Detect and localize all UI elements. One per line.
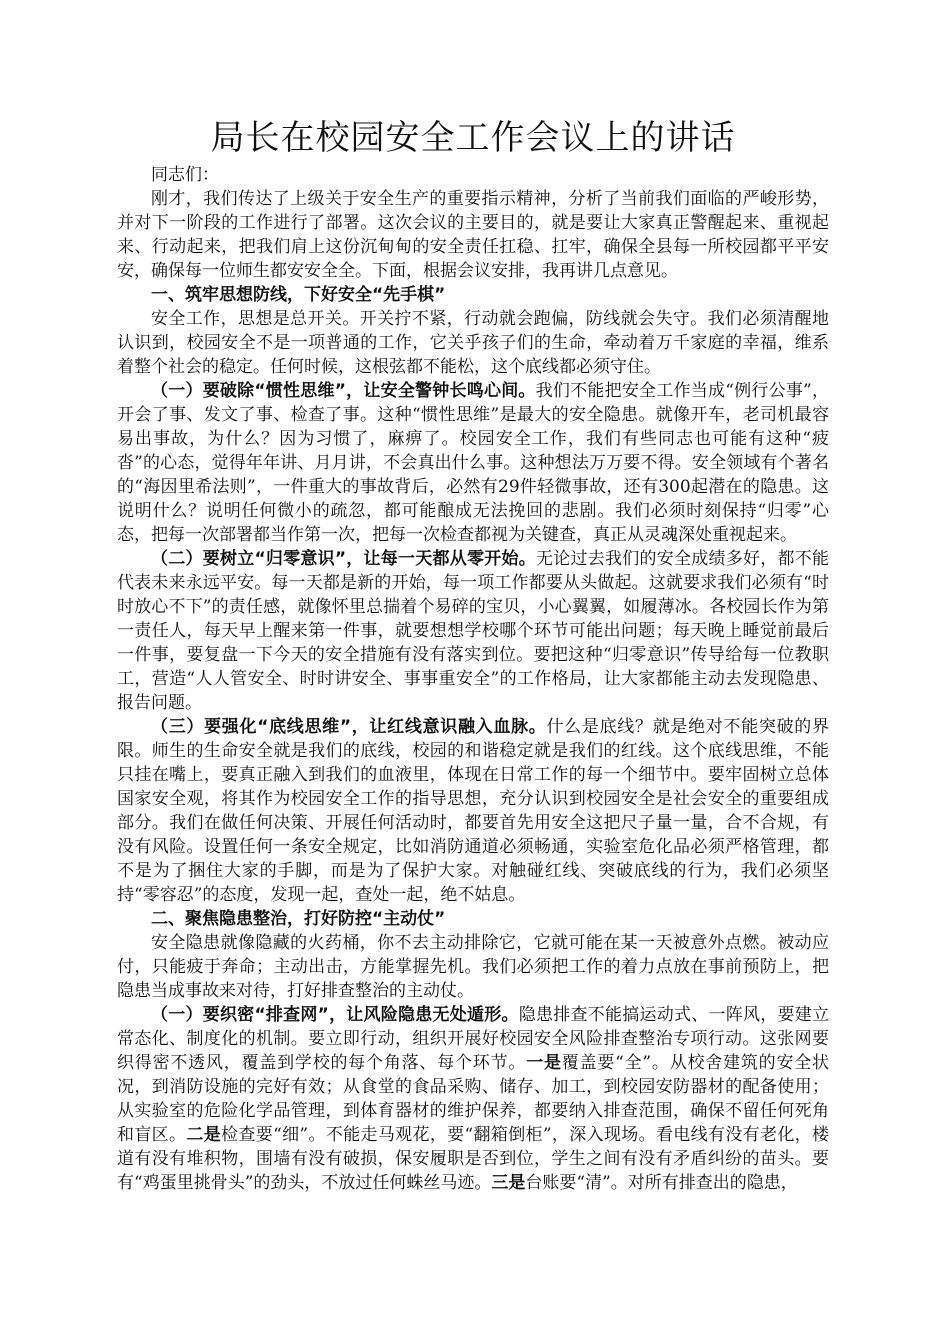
section-1-point-2 (117, 547, 829, 715)
section-1-intro: 安全工作，思想是总开关。开关拧不紧，行动就会跑偏，防线就会失守。我们必须清醒地认识到，校园安全不是一项普通的工作，它关乎孩子们的生命，牵动着万千家庭的幸福，维系着整个社会的稳定。任何时候，这根弦都不能松，这个底线都必须守住。 (117, 309, 829, 377)
point-body: 覆盖要“全”。从校舍建筑的安全状况，到消防设施的完好有效；从食堂的食品采购、储存、加工，到校园安防器材的配备使用；从实验室的危险化学品管理，到体育器材的维护保养，都要纳入排查范围，确保不留任何死角和盲区。 (117, 1053, 830, 1145)
section-2-intro: 安全隐患就像隐藏的火药桶，你不去主动排除它，它就可能在某一天被意外点燃。被动应付，只能疲于奔命；主动出击，方能掌握先机。我们必须把工作的着力点放在事前预防上，把隐患当成事故来对待，打好排查整治的主动仗。 (117, 933, 829, 1001)
section-2-point-1 (117, 1003, 829, 1195)
point-body: 无论过去我们的安全成绩多好，都不能代表未来永远平安。每一天都是新的开始，每一项工作都要从头做起。这就要求我们必须有“时时放心不下”的责任感，就像怀里总揣着个易碎的宝贝，小心翼翼，如履薄冰。各校园长作为第一责任人，每天早上醒来第一件事，就要想想学校哪个环节可能出问题；每天晚上睡觉前最后一件事，要复盘一下今天的安全措施有没有落实到位。要把这种“归零意识”传导给每一位教职工，营造“人人管安全、时时讲安全、事事重安全”的工作格局，让大家都能主动去发现隐患、报告问题。 (117, 549, 829, 713)
document-title: 局长在校园安全工作会议上的讲话 (210, 118, 736, 158)
salutation: 同志们： (151, 165, 219, 185)
enumeration-marker: 一是 (526, 1053, 562, 1073)
point-body: 隐患排查不能搞运动式、一阵风，要建立常态化、制度化的机制。要立即行动，组织开展好校园安全风险排查整治专项行动。这张网要织得密不透风，覆盖到学校的每个角落、每个环节。 (117, 1005, 829, 1073)
section-1-point-3 (117, 715, 829, 907)
point-lead: （一）要破除“惯性思维”，让安全警钟长鸣心间。 (151, 381, 536, 401)
enumeration-marker: 三是 (491, 1173, 526, 1193)
section-1-heading: 一、筑牢思想防线，下好安全“先手棋” (151, 285, 446, 305)
section-2-heading: 二、聚焦隐患整治，打好防控“主动仗” (151, 909, 446, 929)
point-body: 我们不能把安全工作当成“例行公事”，开会了事、发文了事、检查了事。这种“惯性思维”是最大的安全隐患。就像开车，老司机最容易出事故，为什么？因为习惯了，麻痹了。校园安全工作，我们有些同志也可能有这种“疲沓”的心态，觉得年年讲、月月讲，不会真出什么事。这种想法万万要不得。安全领域有个著名的“海因里希法则”，一件重大的事故背后，必然有29件轻微事故，还有300起潜在的隐患。这说明什么？说明任何微小的疏忽，都可能酿成无法挽回的悲剧。我们必须时刻保持“归零”心态，把每一次部署都当作第一次，把每一次检查都视为关键查，真正从灵魂深处重视起来。 (117, 381, 829, 545)
point-body: 台账要“清”。对所有排查出的隐患， (525, 1173, 798, 1193)
point-lead: （三）要强化“底线思维”，让红线意识融入血脉。 (151, 717, 547, 737)
point-body: 检查要“细”。不能走马观花，要“翻箱倒柜”，深入现场。看电线有没有老化，楼道有没有堆积物，围墙有没有破损，保安履职是否到位，学生之间有没有矛盾纠纷的苗头。要有“鸡蛋里挑骨头”的劲头，不放过任何蛛丝马迹。 (117, 1125, 830, 1193)
point-lead: （二）要树立“归零意识”，让每一天都从零开始。 (151, 549, 537, 569)
section-1-point-1 (117, 379, 829, 547)
document-page (117, 115, 829, 1195)
point-lead: （一）要织密“排查网”，让风险隐患无处遁形。 (151, 1005, 519, 1025)
intro-paragraph: 刚才，我们传达了上级关于安全生产的重要指示精神，分析了当前我们面临的严峻形势，并对下一阶段的工作进行了部署。这次会议的主要目的，就是要让大家真正警醒起来、重视起来、行动起来，把我们肩上这份沉甸甸的安全责任扛稳、扛牢，确保全县每一所校园都平平安安，确保每一位师生都安安全全。下面，根据会议安排，我再讲几点意见。 (117, 189, 829, 281)
point-body: 什么是底线？就是绝对不能突破的界限。师生的生命安全就是我们的底线，校园的和谐稳定就是我们的红线。这个底线思维，不能只挂在嘴上，要真正融入到我们的血液里，体现在日常工作的每一个细节中。要牢固树立总体国家安全观，将其作为校园安全工作的指导思想，充分认识到校园安全是社会安全的重要组成部分。我们在做任何决策、开展任何活动时，都要首先用安全这把尺子量一量，合不合规，有没有风险。设置任何一条安全规定，比如消防通道必须畅通，实验室危化品必须严格管理，都不是为了捆住大家的手脚，而是为了保护大家。对触碰红线、突破底线的行为，我们必须坚持“零容忍”的态度，发现一起，查处一起，绝不姑息。 (117, 717, 829, 905)
enumeration-marker: 二是 (186, 1125, 222, 1145)
